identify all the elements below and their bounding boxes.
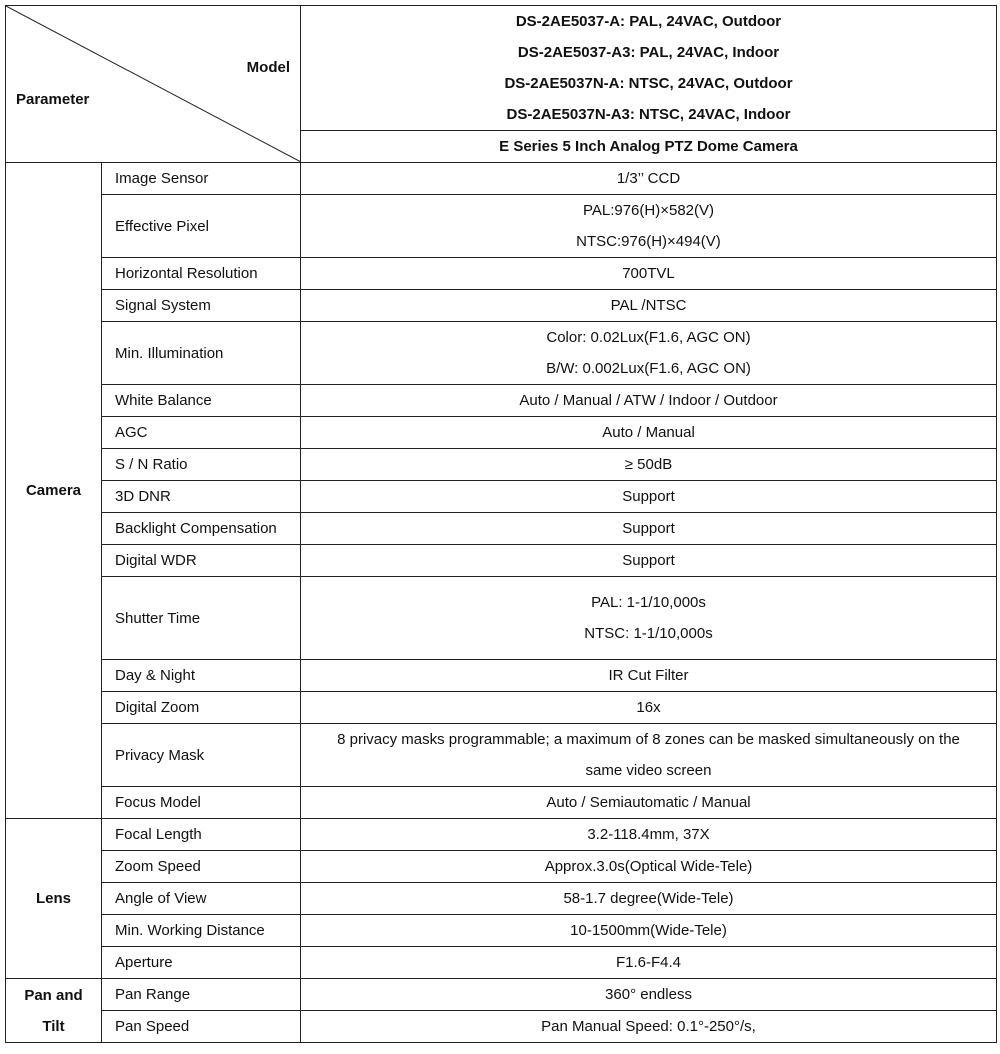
group-lens: Lens <box>6 819 102 979</box>
table-row <box>6 163 997 195</box>
header-row <box>6 6 997 131</box>
value-line: 1/3’’ CCD <box>616 170 681 187</box>
model-line: DS-2AE5037-A3: PAL, 24VAC, Indoor <box>517 44 780 61</box>
value-line: 58-1.7 degree(Wide-Tele) <box>563 890 734 907</box>
param-value <box>301 163 997 195</box>
value-line: Auto / Manual / ATW / Indoor / Outdoor <box>519 392 778 409</box>
param-label: S / N Ratio <box>102 449 301 481</box>
param-label: Zoom Speed <box>102 851 301 883</box>
model-list-cell <box>301 6 997 131</box>
value-line: 16x <box>636 699 661 716</box>
table-row <box>6 851 997 883</box>
value-line: 8 privacy masks programmable; a maximum of 8 zones can be masked simultaneously on the <box>337 731 960 748</box>
table-row <box>6 545 997 577</box>
header-corner-cell <box>6 6 301 163</box>
value-line: PAL /NTSC <box>610 297 687 314</box>
param-label: Angle of View <box>102 883 301 915</box>
param-value <box>301 979 997 1011</box>
param-label: AGC <box>102 417 301 449</box>
param-value <box>301 449 997 481</box>
param-value <box>301 883 997 915</box>
table-row <box>6 195 997 258</box>
param-label: Digital Zoom <box>102 692 301 724</box>
group-label-line: Pan and <box>24 986 83 1004</box>
param-label: Min. Working Distance <box>102 915 301 947</box>
value-line: NTSC:976(H)×494(V) <box>576 233 721 250</box>
model-line: DS-2AE5037-A: PAL, 24VAC, Outdoor <box>515 13 782 30</box>
param-label: 3D DNR <box>102 481 301 513</box>
param-value <box>301 290 997 322</box>
value-line: same video screen <box>585 762 712 779</box>
table-row <box>6 915 997 947</box>
value-line: IR Cut Filter <box>608 667 689 684</box>
spec-table <box>5 5 997 1043</box>
param-label: Effective Pixel <box>102 195 301 258</box>
param-value <box>301 724 997 787</box>
param-label: Focal Length <box>102 819 301 851</box>
param-value <box>301 947 997 979</box>
param-value <box>301 195 997 258</box>
param-value <box>301 258 997 290</box>
table-row <box>6 724 997 787</box>
value-line: Color: 0.02Lux(F1.6, AGC ON) <box>546 329 751 346</box>
table-row <box>6 513 997 545</box>
param-value <box>301 577 997 660</box>
param-label: Horizontal Resolution <box>102 258 301 290</box>
param-label: Digital WDR <box>102 545 301 577</box>
param-label: Backlight Compensation <box>102 513 301 545</box>
value-line: 360° endless <box>605 986 692 1003</box>
table-row <box>6 417 997 449</box>
value-line: NTSC: 1-1/10,000s <box>584 625 713 642</box>
value-line: Support <box>622 552 675 569</box>
value-line: PAL:976(H)×582(V) <box>582 202 715 219</box>
group-camera: Camera <box>6 163 102 819</box>
param-value <box>301 1011 997 1043</box>
param-value <box>301 322 997 385</box>
table-row <box>6 481 997 513</box>
value-line: Support <box>622 520 675 537</box>
group-label-line: Tilt <box>42 1017 65 1035</box>
param-value <box>301 545 997 577</box>
table-row <box>6 1011 997 1043</box>
param-value <box>301 385 997 417</box>
table-row <box>6 290 997 322</box>
diagonal-divider <box>6 6 301 162</box>
table-row <box>6 787 997 819</box>
value-line: Auto / Manual <box>602 424 695 441</box>
param-value <box>301 915 997 947</box>
param-label: White Balance <box>102 385 301 417</box>
param-value <box>301 851 997 883</box>
param-value <box>301 660 997 692</box>
param-value <box>301 819 997 851</box>
value-line: Auto / Semiautomatic / Manual <box>546 794 751 811</box>
param-value <box>301 692 997 724</box>
value-line: Support <box>622 488 675 505</box>
group-pan-tilt <box>6 979 102 1043</box>
param-value <box>301 417 997 449</box>
table-row <box>6 660 997 692</box>
product-name: E Series 5 Inch Analog PTZ Dome Camera <box>301 131 997 163</box>
table-row <box>6 947 997 979</box>
param-label: Image Sensor <box>102 163 301 195</box>
value-line: Pan Manual Speed: 0.1°-250°/s, <box>541 1018 756 1035</box>
value-line: 10-1500mm(Wide-Tele) <box>570 922 727 939</box>
param-label: Shutter Time <box>102 577 301 660</box>
value-line: Approx.3.0s(Optical Wide-Tele) <box>544 858 753 875</box>
value-line: 700TVL <box>622 265 675 282</box>
model-label: Model <box>246 59 290 76</box>
param-label: Signal System <box>102 290 301 322</box>
param-label: Pan Range <box>102 979 301 1011</box>
table-row <box>6 577 997 660</box>
param-label: Min. Illumination <box>102 322 301 385</box>
param-label: Privacy Mask <box>102 724 301 787</box>
table-row <box>6 258 997 290</box>
param-label: Day & Night <box>102 660 301 692</box>
param-value <box>301 513 997 545</box>
value-line: PAL: 1-1/10,000s <box>591 594 706 611</box>
model-line: DS-2AE5037N-A3: NTSC, 24VAC, Indoor <box>506 106 791 123</box>
table-row <box>6 322 997 385</box>
table-row <box>6 883 997 915</box>
value-line: F1.6-F4.4 <box>615 954 682 971</box>
param-value <box>301 787 997 819</box>
table-row <box>6 449 997 481</box>
value-line: ≥ 50dB <box>624 456 673 473</box>
table-row <box>6 979 997 1011</box>
param-label: Focus Model <box>102 787 301 819</box>
value-line: B/W: 0.002Lux(F1.6, AGC ON) <box>546 360 751 377</box>
table-row <box>6 819 997 851</box>
param-label: Pan Speed <box>102 1011 301 1043</box>
param-value <box>301 481 997 513</box>
model-line: DS-2AE5037N-A: NTSC, 24VAC, Outdoor <box>504 75 793 92</box>
param-label: Aperture <box>102 947 301 979</box>
value-line: 3.2-118.4mm, 37X <box>587 826 710 843</box>
parameter-label: Parameter <box>16 91 90 108</box>
table-row <box>6 385 997 417</box>
table-row <box>6 692 997 724</box>
